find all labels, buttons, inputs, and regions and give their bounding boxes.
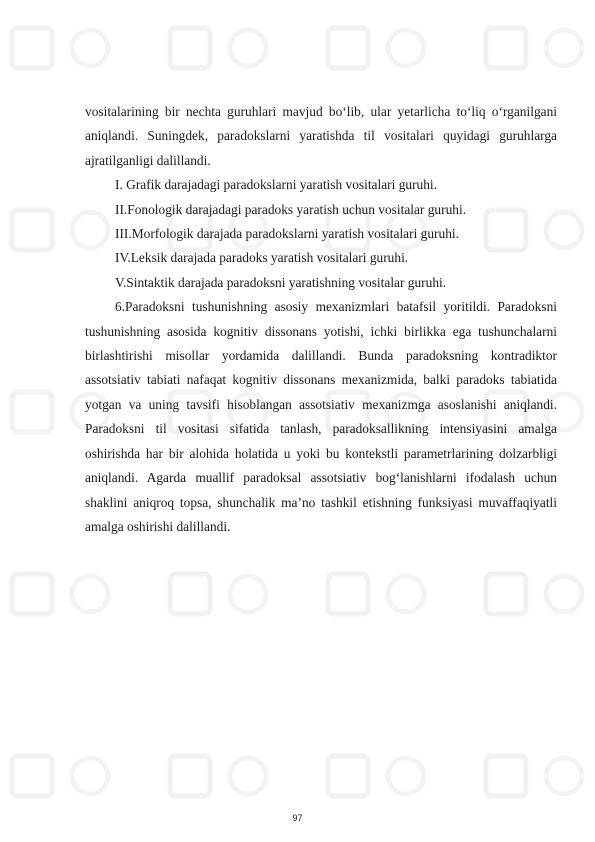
- list-item-sintaktik: V.Sintaktik darajada paradoksni yaratishning vositalar guruhi.: [115, 274, 447, 290]
- list-item-fonologik: II.Fonologik darajadagi paradoks yaratish uchun vositalar guruhi.: [115, 201, 467, 217]
- list-item-morfologik: III.Morfologik darajada paradokslarni yaratish vositalari guruhi.: [115, 226, 459, 242]
- list-item-grafik: I. Grafik darajadagi paradokslarni yaratish vositalari guruhi.: [115, 177, 438, 193]
- list-item-leksik: IV.Leksik darajada paradoks yaratish vositalari guruhi.: [115, 250, 409, 266]
- conclusion-paragraph: 6.Paradoksni tushunishning asosiy mexanizmlari batafsil yoritildi. Paradoksni tushunishning asosida kognitiv dissonans yotishi, ichki birlikka ega tushunchalarni birlashtirishi misollar yordamida dalillandi. Bunda paradoksning kontradiktor assotsiativ tabiati nafaqat kognitiv dissonans mexanizmida, balki paradoks tabiatida yotgan va uning tavsifi hisoblangan assotsiativ mexanizmga asoslanishi aniqlandi. Paradoksni til vositasi sifatida tanlash, paradoksallikning intensiyasini amalga oshirishda har bir alohida holatida u yoki bu kontekstli parametrlarining dolzarbligi aniqlandi. Agarda muallif paradoksal assotsiativ bog‘lanishlarni ifodalash uchun shaklini aniqroq topsa, shunchalik ma’no tashkil etishning funksiyasi muvaffaqiyatli amalga oshirishi dalillandi.: [85, 299, 557, 534]
- intro-paragraph: vositalarining bir nechta guruhlari mavjud bo‘lib, ular yetarlicha to‘liq o‘rganilgani aniqlandi. Suningdek, paradokslarni yaratishda til vositalari quyidagi guruhlarga ajratilganligi dalillandi.: [85, 104, 557, 168]
- page-body: [85, 100, 557, 539]
- page-number: 97: [292, 813, 303, 823]
